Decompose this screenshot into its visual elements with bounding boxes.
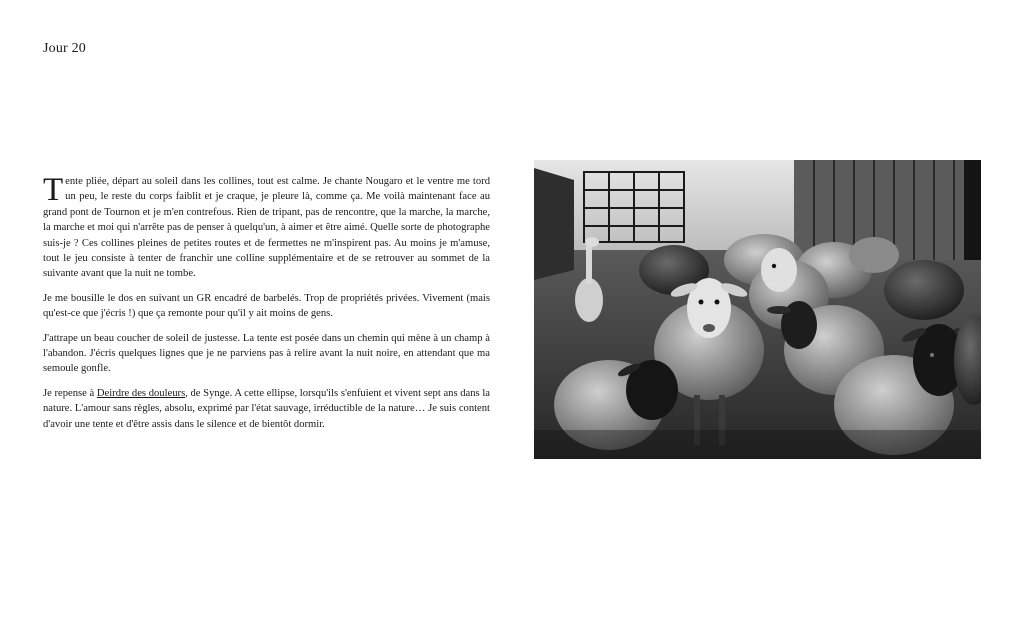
sheep-center-eye-left — [699, 300, 704, 305]
sheep-center-eye-right — [715, 300, 720, 305]
paragraph-2: Je me bousille le dos en suivant un GR encadré de barbelés. Trop de propriétés privées. Vivement (mais qu'est-ce que j'écris !) que ça remonte pour qu'il y ait moins de gens. — [43, 292, 490, 320]
sheep-bg-4 — [884, 260, 964, 320]
paragraph-4-before: Je repense à — [43, 387, 97, 399]
sheep-right-face — [761, 248, 797, 292]
book-title-link[interactable]: Deirdre des douleurs — [96, 387, 186, 399]
paragraph-1 — [43, 174, 490, 282]
sheep-right-eye — [772, 264, 776, 268]
sheep-front-eye — [930, 353, 934, 357]
sheep-bg-5 — [849, 237, 899, 273]
sheep-darkface-ear — [767, 306, 791, 314]
goose-body — [575, 278, 603, 322]
paragraph-3: J'attrape un beau coucher de soleil de justesse. La tente est posée dans un chemin qui mène à un champ à l'abandon. J'écris quelques lignes que je ne parviens pas à relire avant la nuit noire, en attendant que ma semoule gonfle. — [43, 332, 490, 375]
goose-head — [585, 237, 599, 247]
day-title: Jour 20 — [43, 41, 87, 56]
shed-left — [534, 168, 574, 280]
sheep-photo — [534, 160, 981, 459]
sheep-photo-illustration — [534, 160, 981, 459]
drop-cap: T — [43, 172, 64, 208]
goose-neck — [586, 244, 592, 284]
barn-doorway — [964, 160, 981, 260]
paragraph-4 — [43, 386, 490, 432]
paragraph-1-body: ente pliée, départ au soleil dans les collines, tout est calme. Je chante Nougaro et le ventre me tord un peu, le reste du corps faiblit et je craque, je pleure là, comme ça. Me voilà maintenant face au grand pont de Tournon et je m'en contrefous. Rien de tripant, pas de rencontre, que la marche, la marche, la marche et moi qui n'arrête pas de penser à quelqu'un, à aimer et être aimé. Quelle sorte de photographe suis-je ? Ces collines pleines de petites routes et de fermettes ne m'inspirent pas. Au moins je m'amuse, tout le jeu consiste à tenter de franchir une colline supplémentaire et de se retrouver au sommet de la suivante avant que la nuit ne tombe. — [43, 176, 490, 280]
paragraph-4-after: , de Synge. A cette ellipse, lorsqu'ils s'enfuient et vivent sept ans dans la nature. L'amour sans règles, absolu, exprimé par l'état sauvage, irréductible de la nature… Je suis content d'avoir une tente et d'être assis dans le silence et de bientôt dormir. — [43, 387, 490, 430]
journal-text — [43, 174, 490, 441]
foreground-shadow — [534, 430, 981, 459]
sheep-center-nose — [703, 324, 715, 332]
